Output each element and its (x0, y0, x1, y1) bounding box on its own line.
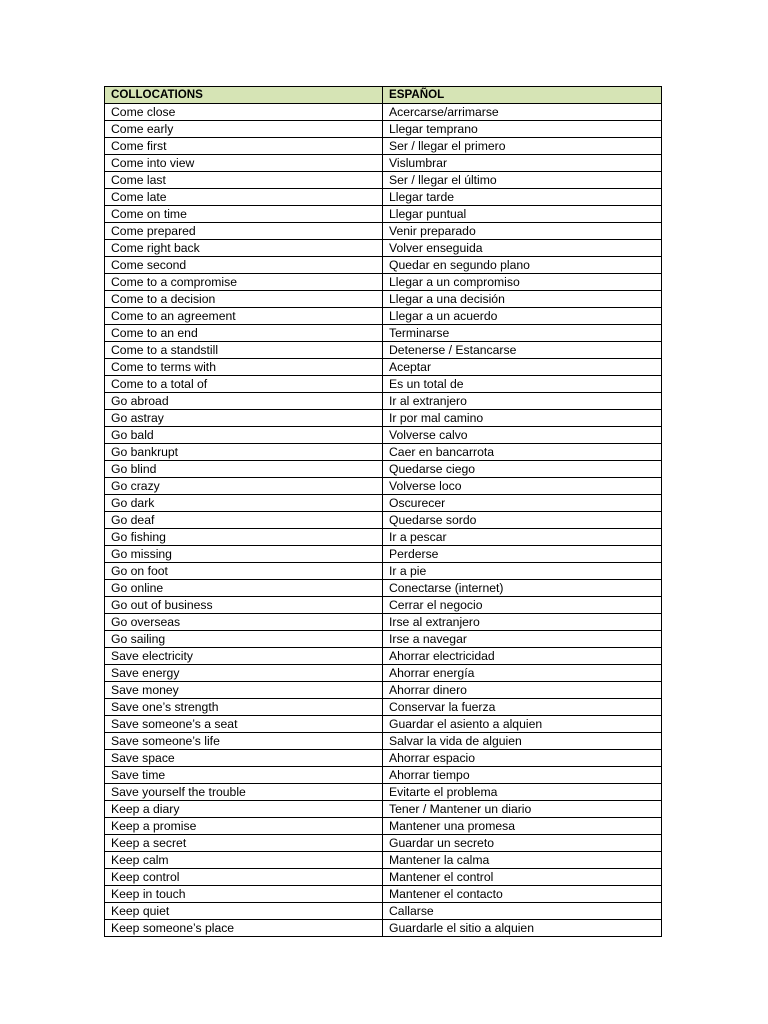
table-row (105, 546, 662, 563)
table-row (105, 240, 662, 257)
spanish-translation-cell: Conservar la fuerza (383, 699, 662, 716)
spanish-translation-cell: Salvar la vida de alguien (383, 733, 662, 750)
spanish-translation-cell: Acercarse/arrimarse (383, 104, 662, 121)
table-row (105, 716, 662, 733)
table-row (105, 920, 662, 937)
table-row (105, 206, 662, 223)
spanish-translation-cell: Mantener el control (383, 869, 662, 886)
table-row (105, 121, 662, 138)
spanish-translation-cell: Llegar temprano (383, 121, 662, 138)
spanish-translation-cell: Evitarte el problema (383, 784, 662, 801)
spanish-translation-cell: Callarse (383, 903, 662, 920)
spanish-translation-cell: Caer en bancarrota (383, 444, 662, 461)
collocation-cell: Come to a total of (105, 376, 383, 393)
spanish-translation-cell: Conectarse (internet) (383, 580, 662, 597)
spanish-translation-cell: Llegar a una decisión (383, 291, 662, 308)
collocation-cell: Save money (105, 682, 383, 699)
collocation-cell: Save energy (105, 665, 383, 682)
spanish-translation-cell: Mantener el contacto (383, 886, 662, 903)
table-row (105, 801, 662, 818)
table-row (105, 172, 662, 189)
collocation-cell: Save time (105, 767, 383, 784)
collocation-cell: Save one’s strength (105, 699, 383, 716)
table-row (105, 750, 662, 767)
spanish-translation-cell: Guardarle el sitio a alquien (383, 920, 662, 937)
collocation-cell: Go overseas (105, 614, 383, 631)
spanish-translation-cell: Guardar el asiento a alquien (383, 716, 662, 733)
collocation-cell: Come to a compromise (105, 274, 383, 291)
table-row (105, 648, 662, 665)
collocation-cell: Come right back (105, 240, 383, 257)
collocation-cell: Keep a diary (105, 801, 383, 818)
spanish-translation-cell: Oscurecer (383, 495, 662, 512)
table-row (105, 869, 662, 886)
collocation-cell: Go fishing (105, 529, 383, 546)
table-row (105, 529, 662, 546)
spanish-translation-cell: Venir preparado (383, 223, 662, 240)
table-row (105, 223, 662, 240)
collocation-cell: Come into view (105, 155, 383, 172)
collocation-cell: Come first (105, 138, 383, 155)
collocation-cell: Save electricity (105, 648, 383, 665)
spanish-translation-cell: Mantener la calma (383, 852, 662, 869)
table-row (105, 512, 662, 529)
collocation-cell: Come prepared (105, 223, 383, 240)
spanish-translation-cell: Llegar a un acuerdo (383, 308, 662, 325)
collocation-cell: Come to an end (105, 325, 383, 342)
spanish-translation-cell: Ahorrar dinero (383, 682, 662, 699)
table-row (105, 257, 662, 274)
spanish-translation-cell: Irse a navegar (383, 631, 662, 648)
collocations-table (104, 86, 662, 937)
collocation-cell: Save someone’s a seat (105, 716, 383, 733)
spanish-translation-cell: Vislumbrar (383, 155, 662, 172)
table-row (105, 393, 662, 410)
collocation-cell: Save space (105, 750, 383, 767)
collocation-cell: Come second (105, 257, 383, 274)
spanish-translation-cell: Es un total de (383, 376, 662, 393)
collocation-cell: Go on foot (105, 563, 383, 580)
spanish-translation-cell: Quedar en segundo plano (383, 257, 662, 274)
table-row (105, 682, 662, 699)
spanish-translation-cell: Ser / llegar el último (383, 172, 662, 189)
table-row (105, 665, 662, 682)
table-row (105, 104, 662, 121)
spanish-translation-cell: Ir a pie (383, 563, 662, 580)
collocation-cell: Go bankrupt (105, 444, 383, 461)
table-row (105, 325, 662, 342)
table-row (105, 189, 662, 206)
table-row (105, 903, 662, 920)
table-row (105, 852, 662, 869)
collocation-cell: Go dark (105, 495, 383, 512)
collocation-cell: Come early (105, 121, 383, 138)
spanish-translation-cell: Perderse (383, 546, 662, 563)
collocation-cell: Keep a promise (105, 818, 383, 835)
collocation-cell: Go bald (105, 427, 383, 444)
collocation-cell: Go astray (105, 410, 383, 427)
collocation-cell: Go crazy (105, 478, 383, 495)
spanish-translation-cell: Llegar puntual (383, 206, 662, 223)
collocation-cell: Come late (105, 189, 383, 206)
collocation-cell: Come on time (105, 206, 383, 223)
collocation-cell: Come to terms with (105, 359, 383, 376)
spanish-translation-cell: Aceptar (383, 359, 662, 376)
table-row (105, 563, 662, 580)
collocation-cell: Come to an agreement (105, 308, 383, 325)
collocation-cell: Go blind (105, 461, 383, 478)
collocation-cell: Keep a secret (105, 835, 383, 852)
spanish-translation-cell: Tener / Mantener un diario (383, 801, 662, 818)
table-row (105, 886, 662, 903)
table-row (105, 376, 662, 393)
spanish-translation-cell: Llegar tarde (383, 189, 662, 206)
table-row (105, 495, 662, 512)
collocation-cell: Go out of business (105, 597, 383, 614)
table-row (105, 818, 662, 835)
collocation-cell: Come to a standstill (105, 342, 383, 359)
spanish-translation-cell: Volverse calvo (383, 427, 662, 444)
spanish-translation-cell: Ahorrar espacio (383, 750, 662, 767)
collocation-cell: Go abroad (105, 393, 383, 410)
spanish-translation-cell: Ir por mal camino (383, 410, 662, 427)
spanish-translation-cell: Ir al extranjero (383, 393, 662, 410)
table-row (105, 631, 662, 648)
collocation-cell: Come close (105, 104, 383, 121)
spanish-translation-cell: Ahorrar electricidad (383, 648, 662, 665)
collocation-cell: Keep calm (105, 852, 383, 869)
table-row (105, 461, 662, 478)
spanish-translation-cell: Ser / llegar el primero (383, 138, 662, 155)
spanish-translation-cell: Quedarse ciego (383, 461, 662, 478)
table-row (105, 767, 662, 784)
table-row (105, 733, 662, 750)
spanish-translation-cell: Ahorrar tiempo (383, 767, 662, 784)
spanish-translation-cell: Quedarse sordo (383, 512, 662, 529)
table-row (105, 308, 662, 325)
spanish-translation-cell: Ahorrar energía (383, 665, 662, 682)
collocation-cell: Go sailing (105, 631, 383, 648)
collocation-cell: Come last (105, 172, 383, 189)
table-row (105, 155, 662, 172)
table-row (105, 410, 662, 427)
table-body (105, 104, 662, 937)
collocation-cell: Keep in touch (105, 886, 383, 903)
spanish-translation-cell: Guardar un secreto (383, 835, 662, 852)
table-row (105, 835, 662, 852)
spanish-translation-cell: Irse al extranjero (383, 614, 662, 631)
table-row (105, 580, 662, 597)
spanish-translation-cell: Volverse loco (383, 478, 662, 495)
spanish-translation-cell: Detenerse / Estancarse (383, 342, 662, 359)
column-header-espanol: ESPAÑOL (383, 87, 662, 104)
collocation-cell: Save yourself the trouble (105, 784, 383, 801)
spanish-translation-cell: Ir a pescar (383, 529, 662, 546)
collocation-cell: Go deaf (105, 512, 383, 529)
spanish-translation-cell: Volver enseguida (383, 240, 662, 257)
spanish-translation-cell: Llegar a un compromiso (383, 274, 662, 291)
table-row (105, 614, 662, 631)
table-row (105, 291, 662, 308)
collocation-cell: Go missing (105, 546, 383, 563)
collocation-cell: Keep someone’s place (105, 920, 383, 937)
table-row (105, 597, 662, 614)
collocation-cell: Keep quiet (105, 903, 383, 920)
table-row (105, 342, 662, 359)
table-row (105, 478, 662, 495)
table-row (105, 444, 662, 461)
spanish-translation-cell: Cerrar el negocio (383, 597, 662, 614)
table-row (105, 138, 662, 155)
collocation-cell: Save someone’s life (105, 733, 383, 750)
table-header-row (105, 87, 662, 104)
column-header-collocations: COLLOCATIONS (105, 87, 383, 104)
table-row (105, 784, 662, 801)
collocation-cell: Go online (105, 580, 383, 597)
table-row (105, 427, 662, 444)
spanish-translation-cell: Mantener una promesa (383, 818, 662, 835)
collocation-cell: Come to a decision (105, 291, 383, 308)
spanish-translation-cell: Terminarse (383, 325, 662, 342)
collocation-cell: Keep control (105, 869, 383, 886)
table-row (105, 359, 662, 376)
table-row (105, 274, 662, 291)
table-row (105, 699, 662, 716)
